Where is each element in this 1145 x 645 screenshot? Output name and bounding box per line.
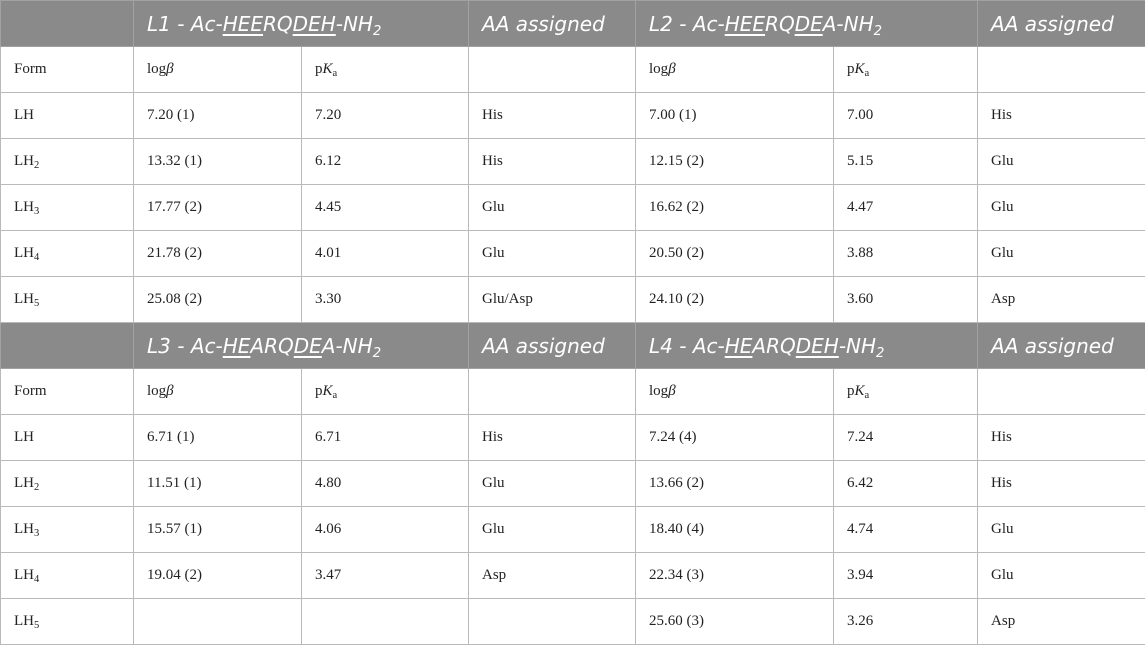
beta-symbol: β [668,383,676,399]
pka-prefix: p [315,61,323,77]
table-row [1,139,1145,185]
aa-assigned-cell: His [978,461,1145,507]
beta-symbol: β [166,383,174,399]
pka-header [302,369,469,415]
pka-cell: 3.47 [302,553,469,599]
ligand-separator: - [672,11,693,36]
ligand-label: L1 [147,11,171,36]
ligand-separator: - [170,11,191,36]
logbeta-cell: 13.32 (1) [134,139,302,185]
sequence-segment: -NH [838,333,877,358]
form-subscript: 4 [34,252,40,264]
logbeta-cell: 25.60 (3) [636,599,834,645]
pka-cell: 3.94 [834,553,978,599]
pka-cell [302,599,469,645]
logbeta-prefix: log [147,61,167,77]
sequence-underlined-segment: DEH [292,11,336,36]
form-base: LH [14,291,34,307]
pka-cell: 7.20 [302,93,469,139]
logbeta-cell: 18.40 (4) [636,507,834,553]
logbeta-cell: 15.57 (1) [134,507,302,553]
table-body [1,1,1145,645]
sequence-underlined-segment: HE [724,333,753,358]
logbeta-cell: 11.51 (1) [134,461,302,507]
logbeta-header [134,47,302,93]
pka-cell: 7.24 [834,415,978,461]
logbeta-cell: 22.34 (3) [636,553,834,599]
table-row [1,277,1145,323]
aa-assigned-cell: Asp [978,599,1145,645]
aa-header-blank [469,47,636,93]
form-header: Form [1,47,134,93]
table-row [1,93,1145,139]
pka-symbol: K [854,61,865,77]
aa-assigned-cell: Glu [469,185,636,231]
aa-assigned-header: AA assigned [978,1,1145,47]
form-base: LH [14,475,34,491]
aa-assigned-cell: Glu [469,461,636,507]
form-cell [1,139,134,185]
aa-header-blank [978,369,1145,415]
sequence-segment: RQ [765,11,795,36]
form-subscript: 2 [34,482,40,494]
pka-subscript: a [864,68,870,80]
sequence-segment: Ac- [692,11,725,36]
pka-cell: 7.00 [834,93,978,139]
logbeta-prefix: log [649,383,669,399]
pka-subscript: a [332,68,338,80]
logbeta-cell: 13.66 (2) [636,461,834,507]
logbeta-cell: 6.71 (1) [134,415,302,461]
logbeta-cell: 16.62 (2) [636,185,834,231]
pka-symbol: K [322,383,333,399]
pka-header [834,47,978,93]
form-base: LH [14,199,34,215]
aa-assigned-cell: His [978,415,1145,461]
aa-header-blank [978,47,1145,93]
form-base: LH [14,521,34,537]
aa-assigned-cell: Glu [978,553,1145,599]
form-cell [1,231,134,277]
aa-assigned-cell [469,599,636,645]
form-base: LH [14,107,34,123]
pka-prefix: p [847,61,855,77]
pka-header [834,369,978,415]
ligand-label: L2 [649,11,673,36]
form-base: LH [14,429,34,445]
sequence-segment: Ac- [190,333,223,358]
form-subscript: 3 [34,528,40,540]
pka-symbol: K [854,383,865,399]
form-cell [1,277,134,323]
table-row [1,553,1145,599]
sequence-segment: A-NH [822,11,874,36]
table-row [1,231,1145,277]
ligand-separator: - [170,333,191,358]
ligand-header-right [636,1,978,47]
header-blank-cell [1,323,134,369]
form-cell [1,93,134,139]
pka-cell: 4.80 [302,461,469,507]
pka-cell: 6.42 [834,461,978,507]
pka-cell: 4.47 [834,185,978,231]
form-cell [1,507,134,553]
pka-cell: 4.74 [834,507,978,553]
logbeta-header [134,369,302,415]
form-cell [1,599,134,645]
ligand-header-left [134,1,469,47]
form-cell [1,415,134,461]
logbeta-cell: 24.10 (2) [636,277,834,323]
logbeta-cell: 7.20 (1) [134,93,302,139]
sequence-segment: Ac- [692,333,725,358]
logbeta-cell: 17.77 (2) [134,185,302,231]
form-subscript: 2 [34,160,40,172]
sequence-subscript: 2 [372,345,382,361]
sequence-subscript: 2 [876,345,885,361]
pka-cell: 3.60 [834,277,978,323]
pka-cell: 3.88 [834,231,978,277]
ligand-separator: - [672,333,693,358]
ligand-header-row [1,323,1145,369]
table-row [1,185,1145,231]
pka-header [302,47,469,93]
form-subscript: 4 [34,574,40,586]
logbeta-cell [134,599,302,645]
ligand-label: L4 [649,333,673,358]
logbeta-header [636,47,834,93]
pka-cell: 3.26 [834,599,978,645]
aa-assigned-header: AA assigned [978,323,1145,369]
form-cell [1,553,134,599]
aa-assigned-cell: Glu [469,507,636,553]
logbeta-cell: 20.50 (2) [636,231,834,277]
form-base: LH [14,613,34,629]
aa-assigned-cell: Asp [469,553,636,599]
pka-cell: 3.30 [302,277,469,323]
sequence-subscript: 2 [372,23,382,39]
pka-cell: 4.01 [302,231,469,277]
form-cell [1,185,134,231]
form-header: Form [1,369,134,415]
sequence-underlined-segment: DE [794,11,823,36]
pka-cell: 6.71 [302,415,469,461]
sequence-underlined-segment: DEH [795,333,839,358]
column-header-row [1,369,1145,415]
pka-subscript: a [332,390,338,402]
logbeta-cell: 12.15 (2) [636,139,834,185]
sequence-segment: ARQ [250,333,294,358]
column-header-row [1,47,1145,93]
pka-subscript: a [864,390,870,402]
beta-symbol: β [668,61,676,77]
sequence-segment: RQ [263,11,293,36]
logbeta-cell: 25.08 (2) [134,277,302,323]
sequence-segment: ARQ [752,333,796,358]
aa-assigned-cell: Asp [978,277,1145,323]
header-blank-cell [1,1,134,47]
sequence-segment: A-NH [321,333,373,358]
pka-cell: 6.12 [302,139,469,185]
form-base: LH [14,153,34,169]
logbeta-cell: 21.78 (2) [134,231,302,277]
aa-assigned-header: AA assigned [469,1,636,47]
aa-header-blank [469,369,636,415]
logbeta-header [636,369,834,415]
ligand-header-left [134,323,469,369]
form-base: LH [14,245,34,261]
aa-assigned-cell: Glu [978,231,1145,277]
pka-cell: 4.45 [302,185,469,231]
aa-assigned-cell: His [469,415,636,461]
logbeta-cell: 19.04 (2) [134,553,302,599]
aa-assigned-cell: His [469,139,636,185]
form-subscript: 5 [34,620,40,632]
pka-cell: 4.06 [302,507,469,553]
ligand-header-row [1,1,1145,47]
sequence-underlined-segment: HEE [222,11,264,36]
logbeta-prefix: log [649,61,669,77]
sequence-underlined-segment: HE [222,333,251,358]
pka-symbol: K [322,61,333,77]
table-row [1,507,1145,553]
table-row [1,415,1145,461]
logbeta-cell: 7.24 (4) [636,415,834,461]
sequence-segment: Ac- [190,11,223,36]
aa-assigned-cell: Glu [469,231,636,277]
aa-assigned-cell: Glu [978,139,1145,185]
aa-assigned-cell: His [469,93,636,139]
form-base: LH [14,567,34,583]
pka-prefix: p [315,383,323,399]
logbeta-cell: 7.00 (1) [636,93,834,139]
table-row [1,461,1145,507]
logbeta-prefix: log [147,383,167,399]
beta-symbol: β [166,61,174,77]
form-subscript: 3 [34,206,40,218]
aa-assigned-cell: Glu/Asp [469,277,636,323]
aa-assigned-cell: Glu [978,185,1145,231]
aa-assigned-cell: His [978,93,1145,139]
ligand-header-right [636,323,978,369]
pka-prefix: p [847,383,855,399]
pka-cell: 5.15 [834,139,978,185]
sequence-underlined-segment: DE [293,333,322,358]
table-row [1,599,1145,645]
sequence-underlined-segment: HEE [724,11,766,36]
ligand-label: L3 [147,333,171,358]
form-subscript: 5 [34,298,40,310]
sequence-segment: -NH [335,11,373,36]
sequence-subscript: 2 [873,23,883,39]
form-cell [1,461,134,507]
aa-assigned-cell: Glu [978,507,1145,553]
aa-assigned-header: AA assigned [469,323,636,369]
